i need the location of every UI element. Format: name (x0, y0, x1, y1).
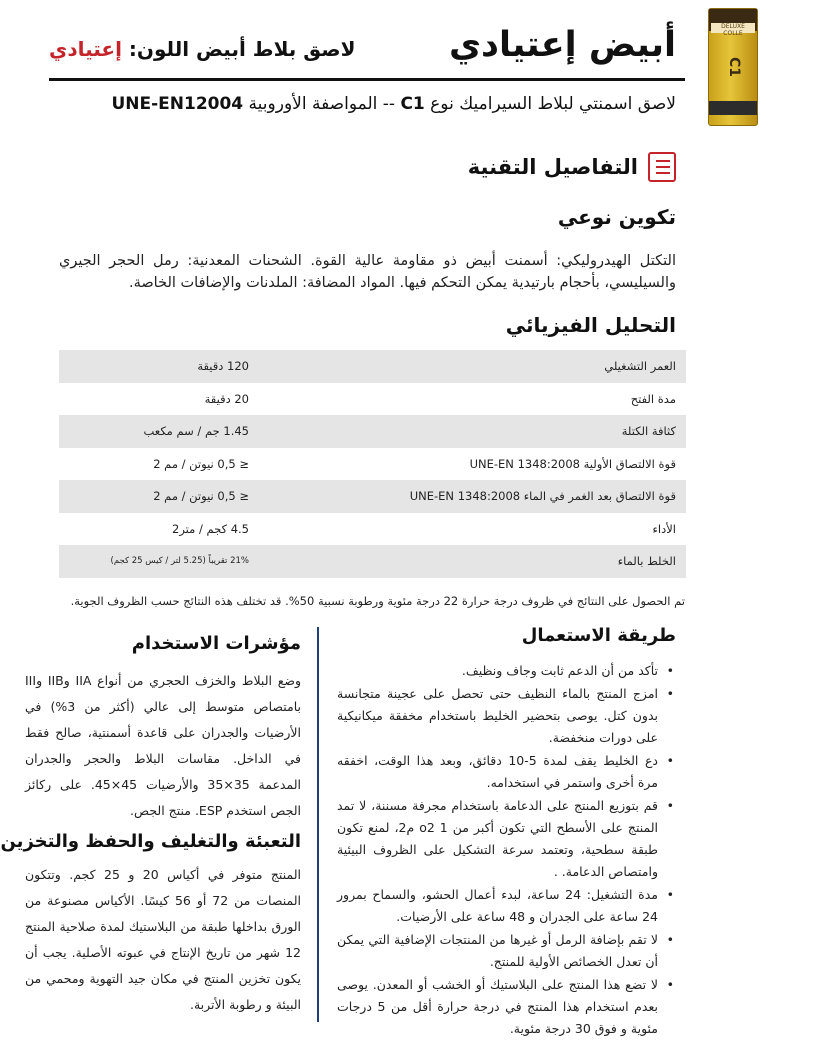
product-code: C1 (726, 56, 742, 77)
table-row-value: 21% تقريباً (5.25 لتر / كيس 25 كجم) (110, 555, 249, 566)
composition-text: التكتل الهيدروليكي: أسمنت أبيض ذو مقاومة عالية القوة. الشحنات المعدنية: رمل الحجر الجيري والسيليسي، بأحجام بارتيدية يمكن التحكم فيها. المواد المضافة: الملدنات والإضافات الخاصة. (59, 253, 676, 291)
table-row-label: الخلط بالماء (617, 554, 676, 569)
list-item: • لا تقم بإضافة الرمل أو غيرها من المنتجات الإضافية التي يمكن أن تعدل الخصائص الأولية للمنتج. (337, 929, 676, 973)
packaging-text: المنتج متوفر في أكياس 20 و 25 كجم. وتتكون المنصات من 72 أو 56 كيسًا. الأكياس مصنوعة من الورق بداخلها طبقة من البلاستيك لمدة صلاحية المنتج 12 شهر من تاريخ الإنتاج في عبوته الأصلية. يجب أن يكون تخزين المنتج في مكان جيد التهوية ومحمي من البيئة و رطوبة الأتربة. (25, 867, 301, 1012)
table-row (59, 415, 686, 448)
description-type: C1 (400, 94, 425, 114)
table-row-label: قوة الالتصاق بعد الغمر في الماء UNE-EN 1348:2008 (409, 489, 676, 504)
table-row-value: 20 دقيقة (204, 391, 249, 406)
physical-heading: التحليل الفيزيائي (505, 313, 676, 337)
list-item: • قم بتوزيع المنتج على الدعامة باستخدام مجرفة مسننة، لا تمد المنتج على الأسطح التي تكون أكبر من 1 o2 م2، لمنع تكون طبقة سطحية، وتعتمد سرعة التشكيل على الظروف البيئية وامتصاص الدعامة. . (337, 795, 676, 883)
table-row-label: الأداء (652, 521, 676, 536)
table-note: تم الحصول على النتائج في ظروف درجة حرارة 22 درجة مئوية ورطوبة نسبية 50%. قد تختلف هذه النتائج حسب الظروف الجوية. (70, 594, 685, 608)
column-divider (317, 627, 319, 1022)
list-item: • امزج المنتج بالماء النظيف حتى تحصل على عجينة متجانسة بدون كتل. يوصى بتحضير الخليط باستخدام مخفقة ميكانيكية على دورات منخفضة. (337, 683, 676, 749)
table-row-value: 4.5 كجم / متر2 (172, 521, 249, 536)
page-subtitle (49, 37, 355, 61)
title-rule (49, 78, 685, 81)
indications-heading: مؤشرات الاستخدام (131, 633, 301, 654)
table-row (59, 383, 686, 416)
technical-heading-text: التفاصيل التقنية (467, 155, 638, 179)
subtitle-accent: إعتيادي (49, 37, 122, 61)
table-row-label: العمر التشغيلي (604, 359, 676, 374)
description-part-b: -- المواصفة الأوروبية (243, 94, 401, 114)
description-part-a: لاصق اسمنتي لبلاط السيراميك نوع (424, 94, 676, 114)
checklist-icon (648, 152, 676, 182)
product-bag-band (709, 101, 757, 115)
description-standard: UNE-EN12004 (111, 94, 244, 114)
table-row (59, 513, 686, 546)
table-row-label: قوة الالتصاق الأولية UNE-EN 1348:2008 (469, 456, 676, 471)
list-item: • لا تضع هذا المنتج على البلاستيك أو الخشب أو المعدن. يوصى بعدم استخدام هذا المنتج في درجة حرارة أقل من 5 درجات مئوية و فوق 30 درجة مئوية. (337, 974, 676, 1040)
product-description (111, 94, 676, 114)
table-row-label: مدة الفتح (630, 391, 676, 406)
table-row-value: ≤ 0,5 نيوتن / مم 2 (153, 489, 249, 504)
list-item: • مدة التشغيل: 24 ساعة، لبدء أعمال الحشو، والسماح بمرور 24 ساعة على الجدران و 48 ساعة على الأرضيات. (337, 884, 676, 928)
table-row (59, 350, 686, 383)
table-row-label: كثافة الكتلة (621, 424, 676, 439)
list-item: • تأكد من أن الدعم ثابت وجاف ونظيف. (337, 660, 676, 682)
product-image (708, 8, 758, 126)
product-brand: DELUXE COLLE (711, 23, 755, 33)
table-row-value: ≤ 0,5 نيوتن / مم 2 (153, 456, 249, 471)
page-title: أبيض إعتيادي (448, 25, 676, 65)
list-item: • دع الخليط يقف لمدة 5-10 دقائق، وبعد هذا الوقت، اخفقه مرة أخرى واستمر في استخدامه. (337, 750, 676, 794)
table-row (59, 480, 686, 513)
table-row-value: 1.45 جم / سم مكعب (143, 424, 249, 439)
table-row-value: 120 دقيقة (197, 359, 249, 374)
usage-list (337, 660, 676, 1041)
indications-text: وضع البلاط والخزف الحجري من أنواع IIA وIIB وIII بامتصاص متوسط إلى عالي (أكثر من 3%) في الأرضيات والجدران على قاعدة أسمنتية، صالح فقط في الداخل. مقاسات البلاط والحجر والجدران المدعمة 35×35 والأرضيات 45×45. على ركائز الجص استخدم ESP. منتج الجص. (25, 673, 302, 818)
composition-heading: تكوين نوعي (557, 205, 676, 229)
technical-heading (468, 152, 676, 182)
usage-heading: طريقة الاستعمال (521, 625, 676, 646)
table-row (59, 448, 686, 481)
subtitle-prefix: لاصق بلاط أبيض اللون: (128, 37, 356, 61)
packaging-heading: التعبئة والتغليف والحفظ والتخزين (0, 831, 301, 852)
table-row (59, 545, 686, 578)
physical-table (59, 350, 686, 578)
